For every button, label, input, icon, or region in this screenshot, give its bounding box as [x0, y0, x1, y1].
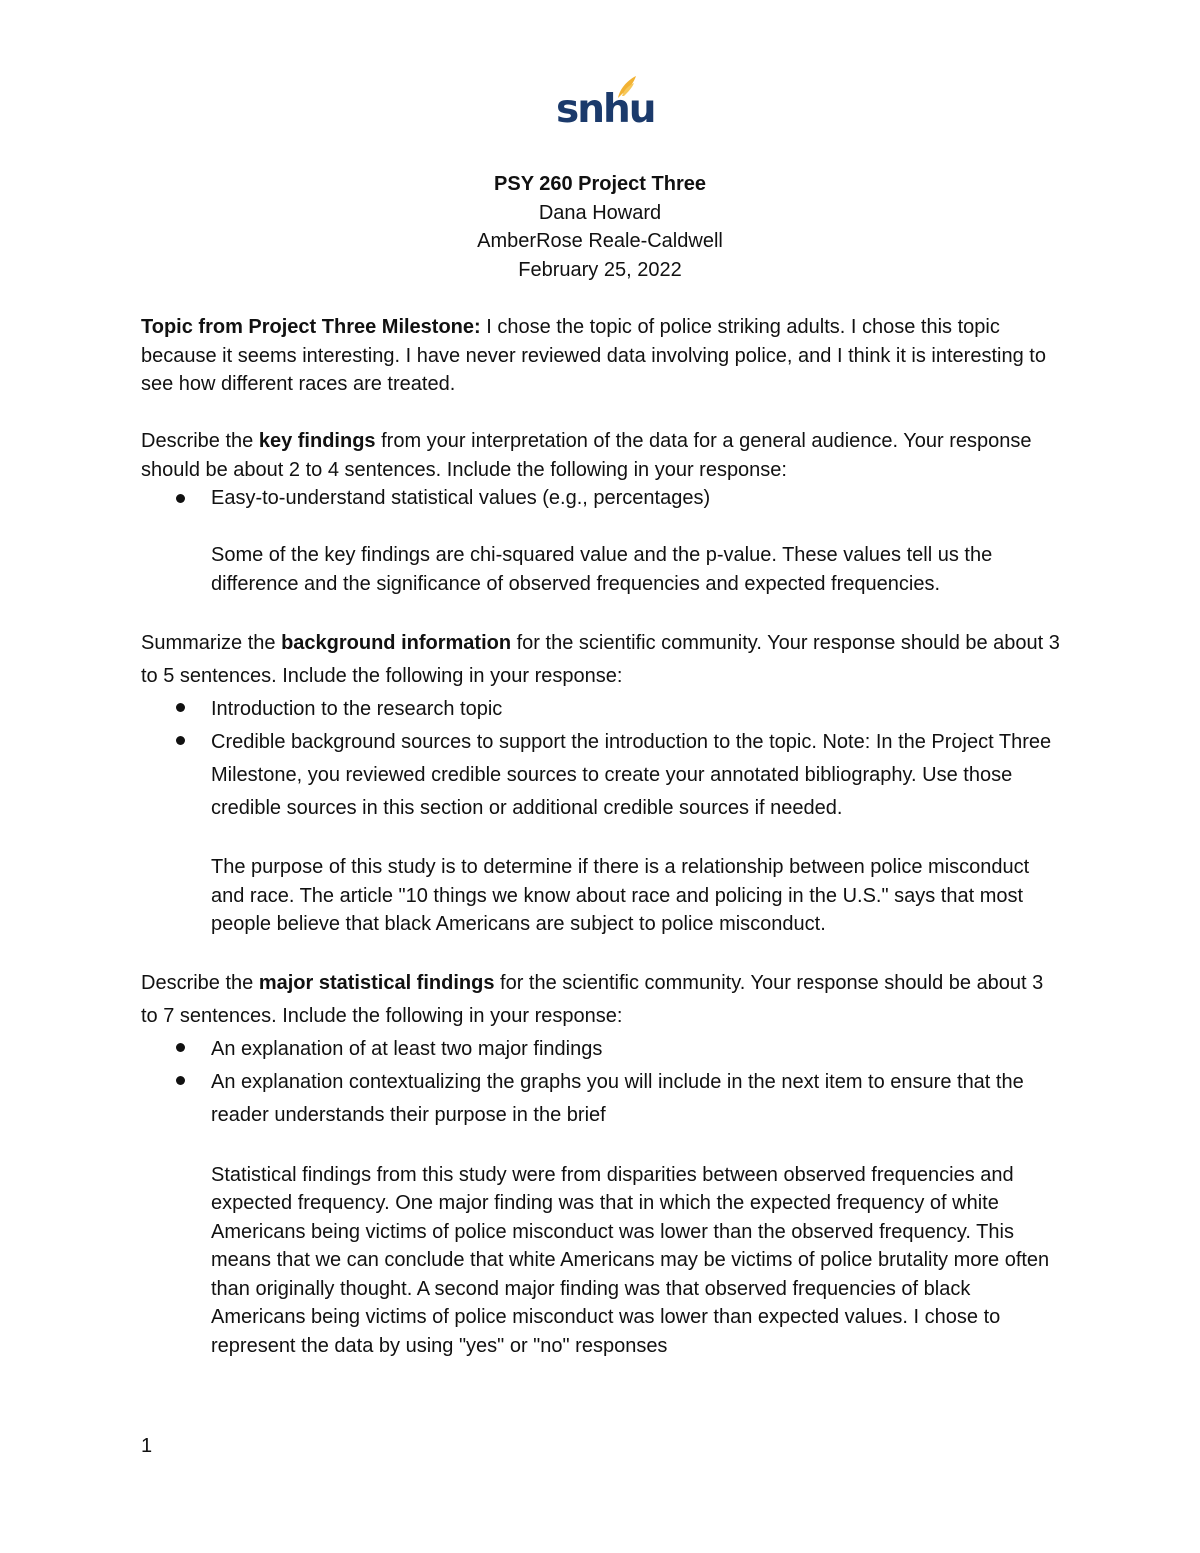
topic-paragraph	[141, 313, 1061, 399]
bullet-icon	[176, 494, 185, 503]
major-findings-bullets	[141, 1033, 1061, 1132]
prompt-text: Describe the	[141, 972, 259, 994]
prompt-text: from your interpretation of the data for a general audience. Your response should be about 2 to 4 sentences. Include the following in your response:	[141, 430, 1032, 481]
list-item	[141, 693, 1061, 726]
key-findings-bullets	[141, 484, 1061, 513]
prompt-bold: major statistical findings	[258, 972, 495, 994]
background-bullets	[141, 693, 1061, 825]
list-item	[141, 1033, 1061, 1066]
instructor-name: AmberRose Reale-Caldwell	[477, 230, 723, 252]
key-findings-response: Some of the key findings are chi-squared value and the p-value. These values tell us the difference and the significance of observed frequencies and expected frequencies.	[211, 544, 993, 595]
list-item	[141, 1066, 1061, 1132]
bullet-icon	[176, 1076, 185, 1085]
list-item-text: Introduction to the research topic	[211, 697, 503, 720]
document-body	[141, 313, 1061, 1360]
list-item	[141, 726, 1061, 825]
snhu-logo	[556, 74, 655, 132]
prompt-text: for the scientific community. Your response should be about 3 to 5 sentences. Include the following in your response:	[141, 631, 1060, 687]
major-findings-response: Statistical findings from this study were from disparities between observed frequencies and expected frequency. One major finding was that in which the expected frequency of white Americans being victims of police misconduct was lower than the observed frequency. This means that we can conclude that white Americans may be victims of police brutality more often than originally thought. A second major finding was that observed frequencies of black Americans being victims of police misconduct was lower than expected values. I chose to represent the data by using "yes" or "no" responses	[211, 1163, 1050, 1357]
bullet-icon	[176, 1043, 185, 1052]
prompt-text: Describe the	[141, 430, 259, 452]
background-response: The purpose of this study is to determine if there is a relationship between police misconduct and race. The article "10 things we know about race and policing in the U.S." says that most people believe that black Americans are subject to police misconduct.	[211, 856, 1030, 935]
list-item-text: An explanation contextualizing the graphs you will include in the next item to ensure that the reader understands their purpose in the brief	[211, 1071, 1024, 1126]
list-item	[141, 484, 1061, 513]
list-item-text: Credible background sources to support the introduction to the topic. Note: In the Project Three Milestone, you reviewed credible sources to create your annotated bibliography. Use those credible sources in this section or additional credible sources if needed.	[211, 730, 1052, 819]
student-name: Dana Howard	[538, 201, 662, 224]
document-date: February 25, 2022	[518, 258, 682, 281]
document-header	[0, 170, 1200, 284]
logo-text: snhu	[556, 87, 655, 132]
page-number: 1	[141, 1435, 153, 1457]
key-findings-prompt	[141, 427, 1061, 484]
prompt-text: Summarize the	[141, 631, 282, 654]
background-prompt	[141, 627, 1061, 693]
prompt-bold: background information	[281, 631, 512, 654]
bullet-icon	[176, 736, 185, 745]
list-item-text: Easy-to-understand statistical values (e.g., percentages)	[211, 487, 711, 509]
list-item-text: An explanation of at least two major findings	[211, 1038, 603, 1060]
prompt-bold: key findings	[258, 430, 376, 452]
topic-text: I chose the topic of police striking adults. I chose this topic because it seems interesting. I have never reviewed data involving police, and I think it is interesting to see how different races are treated.	[141, 316, 1046, 395]
document-title: PSY 260 Project Three	[494, 173, 706, 195]
topic-label: Topic from Project Three Milestone:	[141, 316, 481, 338]
major-findings-prompt	[141, 967, 1061, 1033]
prompt-text: for the scientific community. Your response should be about 3 to 7 sentences. Include the following in your response:	[141, 972, 1044, 1027]
bullet-icon	[176, 703, 185, 712]
